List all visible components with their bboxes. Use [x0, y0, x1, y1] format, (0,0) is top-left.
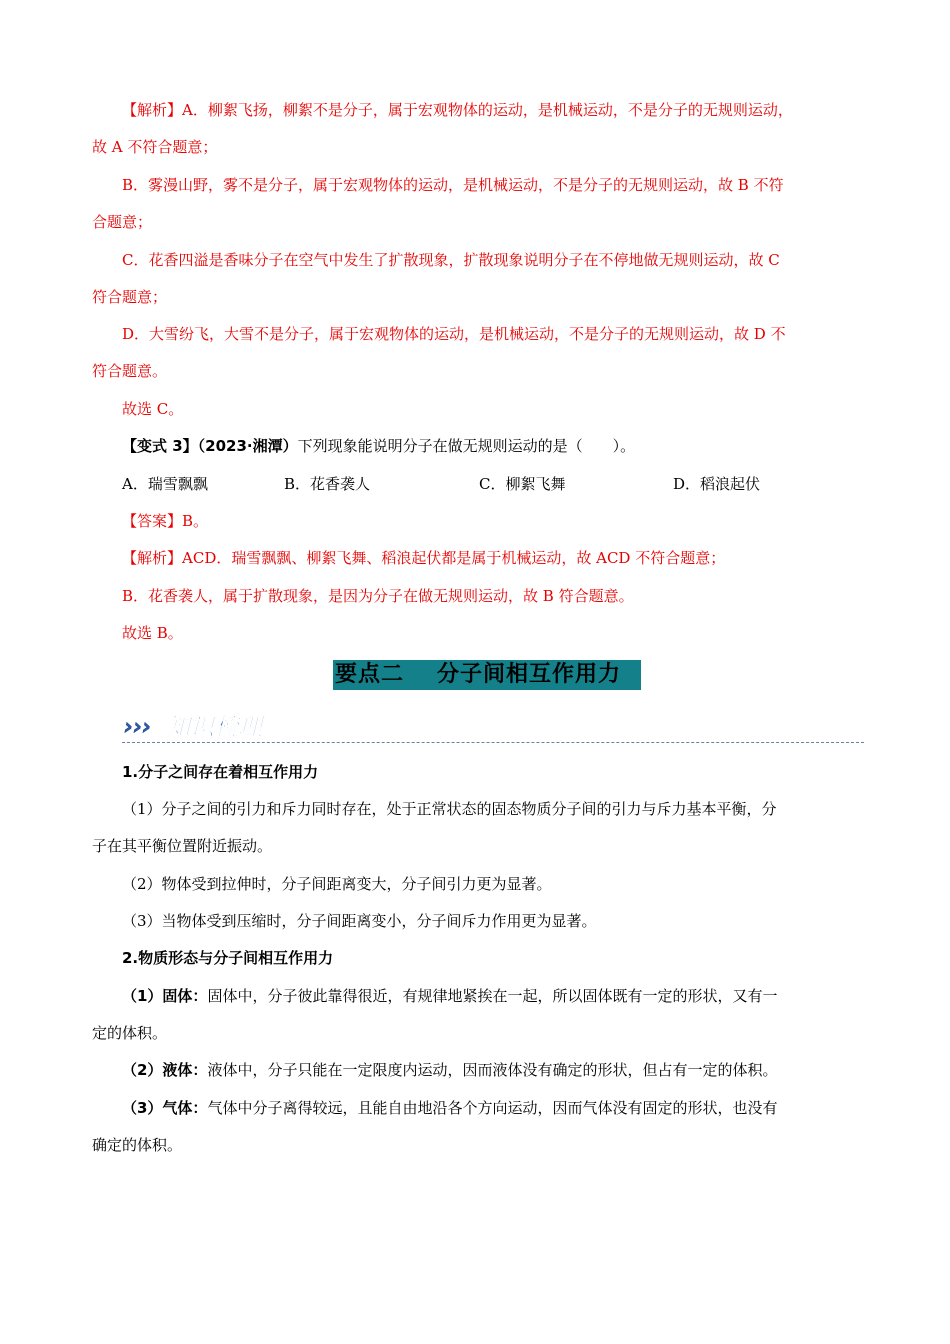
variant-question: [122, 436, 635, 456]
paragraph-line: （3）当物体受到压缩时，分子间距离变小，分子间斥力作用更为显著。: [122, 912, 597, 930]
paragraph-line: [122, 1060, 777, 1080]
paragraph-line: 子在其平衡位置附近振动。: [92, 837, 273, 855]
paragraph-line: [122, 986, 777, 1006]
analysis-line: [122, 548, 725, 568]
option-d: D．稻浪起伏: [673, 475, 761, 493]
analysis-line: 故 A 不符合题意；: [92, 138, 218, 156]
analysis-line: 符合题意；: [92, 288, 168, 306]
analysis-conclusion: 故选 B。: [122, 624, 183, 642]
section-title: 分子间相互作用力: [437, 662, 622, 687]
answer-tag: 【答案】: [122, 512, 183, 530]
knowledge-label: 知识梳理: [166, 713, 262, 741]
paragraph-line: 定的体积。: [92, 1024, 168, 1042]
knowledge-summary-banner: [122, 708, 297, 742]
gas-text: 气体中分子离得较远，且能自由地沿各个方向运动，因而气体没有固定的形状，也没有: [207, 1099, 778, 1117]
option-c: C．柳絮飞舞: [479, 475, 566, 493]
answer-value: B。: [182, 512, 209, 530]
liquid-text: 液体中，分子只能在一定限度内运动，因而液体没有确定的形状，但占有一定的体积。: [207, 1061, 778, 1079]
analysis-line: C．花香四溢是香味分子在空气中发生了扩散现象，扩散现象说明分子在不停地做无规则运动，故 C: [122, 251, 780, 269]
analysis-line: D．大雪纷飞，大雪不是分子，属于宏观物体的运动，是机械运动，不是分子的无规则运动，故 D 不: [122, 325, 786, 343]
heading-2: 2.物质形态与分子间相互作用力: [122, 949, 334, 967]
analysis-text: ACD．瑞雪飘飘、柳絮飞舞、稻浪起伏都是属于机械运动，故 ACD 不符合题意；: [182, 549, 726, 567]
analysis-line: B．雾漫山野，雾不是分子，属于宏观物体的运动，是机械运动，不是分子的无规则运动，故 B 不符: [122, 176, 784, 194]
heading-1: 1.分子之间存在着相互作用力: [122, 763, 319, 781]
variant-source: （2023·湘潭）: [197, 437, 298, 455]
paragraph-line: 确定的体积。: [92, 1136, 183, 1154]
analysis-line: 符合题意。: [92, 362, 168, 380]
arrows-icon: ›››: [124, 715, 152, 740]
section-label: 要点二: [335, 662, 405, 687]
section-banner: [333, 660, 641, 690]
gas-label: （3）气体：: [122, 1099, 208, 1117]
paragraph-line: （2）物体受到拉伸时，分子间距离变大，分子间引力更为显著。: [122, 875, 552, 893]
solid-label: （1）固体：: [122, 987, 208, 1005]
answer-line: [122, 511, 208, 531]
analysis-line: 合题意；: [92, 213, 153, 231]
variant-question-text: 下列现象能说明分子在做无规则运动的是（ ）。: [297, 437, 636, 455]
paragraph-line: [122, 1098, 777, 1118]
option-b: B．花香袭人: [284, 475, 371, 493]
paragraph-line: （1）分子之间的引力和斥力同时存在，处于正常状态的固态物质分子间的引力与斥力基本平衡，分: [122, 800, 777, 818]
analysis-tag: 【解析】: [122, 549, 183, 567]
analysis-line: B．花香袭人，属于扩散现象，是因为分子在做无规则运动，故 B 符合题意。: [122, 587, 634, 605]
options-row: [122, 474, 842, 494]
variant-tag: 【变式 3】: [122, 437, 198, 455]
analysis-line: 【解析】A．柳絮飞扬，柳絮不是分子，属于宏观物体的运动，是机械运动，不是分子的无规则运动，: [122, 101, 793, 119]
analysis-conclusion: 故选 C。: [122, 400, 184, 418]
liquid-label: （2）液体：: [122, 1061, 208, 1079]
solid-text: 固体中，分子彼此靠得很近，有规律地紧挨在一起，所以固体既有一定的形状，又有一: [207, 987, 778, 1005]
divider: [122, 742, 864, 743]
option-a: A．瑞雪飘飘: [122, 475, 208, 493]
